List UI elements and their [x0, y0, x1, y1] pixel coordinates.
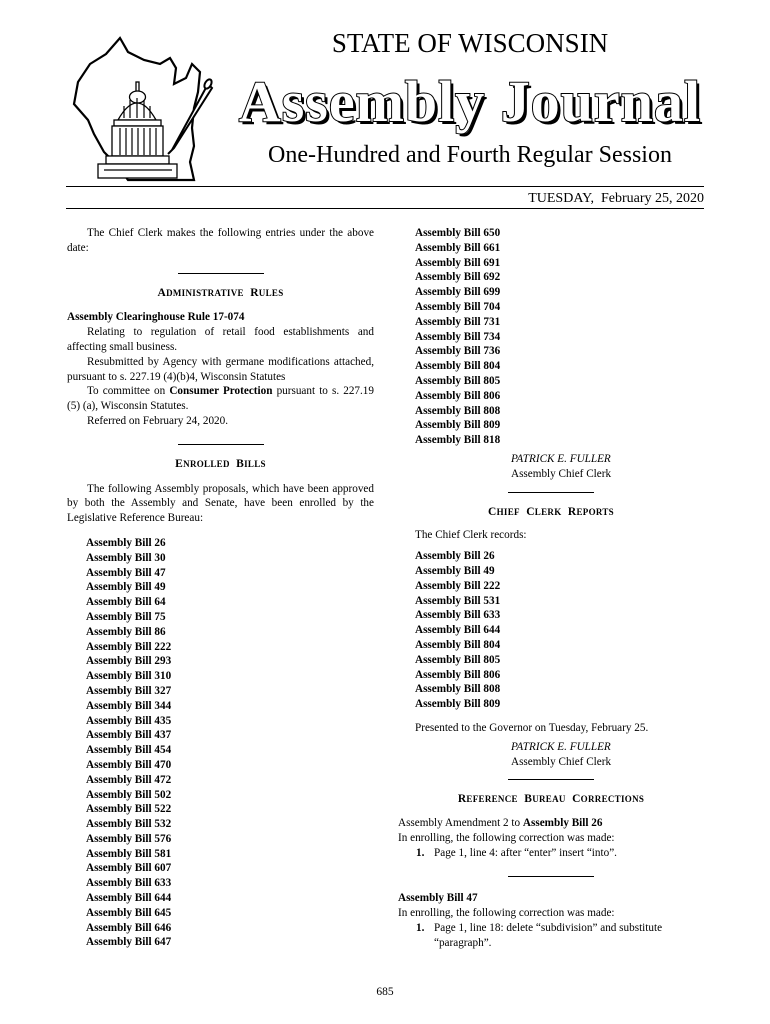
bill-item: Assembly Bill 222 [415, 579, 501, 592]
header-rule [66, 186, 704, 187]
bill-item: Assembly Bill 692 [415, 271, 501, 284]
bill-item: Assembly Bill 49 [86, 581, 166, 594]
bill-item: Assembly Bill 49 [415, 564, 495, 577]
signature-block [398, 740, 704, 770]
bill-item: Assembly Bill 809 [415, 698, 501, 711]
session-title: One-Hundred and Fourth Regular Session [268, 142, 672, 168]
administrative-rules-heading: ADMINISTRATIVE RULES [157, 286, 284, 299]
bill-item: Assembly Bill 293 [86, 655, 172, 668]
bill-item: Assembly Bill 26 [415, 550, 495, 563]
bill-item: Assembly Bill 809 [415, 419, 501, 432]
bill-item: Assembly Bill 86 [86, 625, 166, 638]
bill-item: Assembly Bill 646 [86, 921, 172, 934]
bill-item: Assembly Bill 805 [415, 653, 501, 666]
rule-referred: Referred on February 24, 2020. [87, 414, 229, 427]
correction-2-item: 1. Page 1, line 18: delete “subdivision” and substitute “paragraph”. [416, 922, 663, 949]
bill-item: Assembly Bill 327 [86, 684, 172, 697]
bill-item: Assembly Bill 310 [86, 670, 172, 683]
date-rule [66, 208, 704, 209]
bill-item: Assembly Bill 633 [415, 609, 501, 622]
correction-1-line: In enrolling, the following correction was made: [398, 831, 615, 844]
bill-item: Assembly Bill 804 [415, 360, 501, 373]
journal-title: Assembly Journal [238, 69, 702, 134]
bill-item: Assembly Bill 470 [86, 758, 172, 771]
signer-title: Assembly Chief Clerk [511, 755, 612, 768]
correction-2-line: In enrolling, the following correction was made: [398, 907, 615, 920]
bill-item: Assembly Bill 581 [86, 847, 172, 860]
bill-item: Assembly Bill 691 [415, 256, 501, 269]
page-number: 685 [376, 986, 394, 998]
enrolled-bills-heading: ENROLLED BILLS [175, 457, 266, 470]
bill-item: Assembly Bill 645 [86, 906, 172, 919]
bill-item: Assembly Bill 437 [86, 729, 172, 742]
bill-item: Assembly Bill 75 [86, 610, 166, 623]
bill-item: Assembly Bill 731 [415, 315, 501, 328]
bill-item: Assembly Bill 26 [86, 536, 166, 549]
bill-item: Assembly Bill 806 [415, 389, 501, 402]
chief-clerk-intro: The Chief Clerk records: [415, 529, 527, 542]
right-column [398, 226, 704, 951]
bill-item: Assembly Bill 805 [415, 374, 501, 387]
signer-name: PATRICK E. FULLER [511, 452, 611, 465]
bill-item: Assembly Bill 607 [86, 862, 172, 875]
committee-name: Consumer Protection [169, 385, 273, 398]
signer-title: Assembly Chief Clerk [511, 467, 612, 480]
enrolled-bills-list [67, 536, 374, 950]
state-title: STATE OF WISCONSIN [331, 28, 609, 58]
bill-item: Assembly Bill 808 [415, 683, 501, 696]
bill-item: Assembly Bill 806 [415, 668, 501, 681]
bill-item: Assembly Bill 64 [86, 596, 166, 609]
correction-2-bill: Assembly Bill 47 [398, 892, 478, 905]
journal-date: TUESDAY, February 25, 2020 [528, 191, 704, 206]
reference-bureau-corrections-heading: REFERENCE BUREAU CORRECTIONS [457, 793, 645, 806]
bill-item: Assembly Bill 650 [415, 227, 501, 239]
presented-to-governor: Presented to the Governor on Tuesday, February 25. [415, 721, 649, 734]
bill-item: Assembly Bill 454 [86, 744, 172, 757]
bill-item: Assembly Bill 644 [86, 892, 172, 905]
bill-item: Assembly Bill 522 [86, 803, 172, 816]
rule-resubmitted: Resubmitted by Agency with germane modifications attached, pursuant to s. 227.19 (4)(b)4, Wisconsin Statutes [67, 355, 374, 383]
bill-item: Assembly Bill 647 [86, 936, 172, 949]
enrolled-intro: The following Assembly proposals, which have been approved by both the Assembly and Senate, have been enrolled by the Legislative Reference Bureau: [67, 482, 374, 525]
bill-item: Assembly Bill 472 [86, 773, 172, 786]
bill-item: Assembly Bill 818 [415, 434, 501, 447]
left-column [67, 226, 374, 950]
bill-item: Assembly Bill 804 [415, 638, 501, 651]
chief-clerk-bills-list [398, 549, 704, 712]
enrolled-bills-list-continued [398, 226, 704, 448]
correction-1-item: 1. Page 1, line 4: after “enter” insert “into”. [416, 846, 617, 859]
bill-item: Assembly Bill 633 [86, 877, 172, 890]
bill-item: Assembly Bill 704 [415, 300, 501, 313]
bill-item: Assembly Bill 576 [86, 832, 172, 845]
rule-title: Assembly Clearinghouse Rule 17-074 [67, 311, 245, 324]
bill-item: Assembly Bill 808 [415, 404, 501, 417]
bill-item: Assembly Bill 222 [86, 640, 172, 653]
signer-name: PATRICK E. FULLER [511, 740, 611, 753]
signature-block [398, 452, 704, 482]
bill-item: Assembly Bill 532 [86, 818, 172, 831]
bill-item: Assembly Bill 502 [86, 788, 172, 801]
correction-1-title: Assembly Amendment 2 to Assembly Bill 26 [398, 817, 603, 830]
bill-item: Assembly Bill 699 [415, 286, 501, 299]
rule-description: Relating to regulation of retail food establishments and affecting small business. [67, 326, 374, 353]
correction-1-bill: Assembly Bill 26 [522, 817, 603, 830]
bill-item: Assembly Bill 644 [415, 624, 501, 637]
bill-item: Assembly Bill 661 [415, 241, 501, 254]
rule-committee: To committee on Consumer Protection pursuant to s. 227.19 (5) (a), Wisconsin Statutes. [67, 385, 374, 413]
bill-item: Assembly Bill 734 [415, 330, 501, 343]
bill-item: Assembly Bill 47 [86, 566, 166, 579]
wisconsin-capitol-logo [68, 34, 228, 184]
bill-item: Assembly Bill 531 [415, 594, 501, 607]
intro-paragraph: The Chief Clerk makes the following entries under the above date: [67, 227, 374, 254]
bill-item: Assembly Bill 435 [86, 714, 172, 727]
bill-item: Assembly Bill 30 [86, 551, 166, 564]
bill-item: Assembly Bill 736 [415, 345, 501, 358]
bill-item: Assembly Bill 344 [86, 699, 172, 712]
chief-clerk-reports-heading: CHIEF CLERK REPORTS [488, 505, 614, 518]
